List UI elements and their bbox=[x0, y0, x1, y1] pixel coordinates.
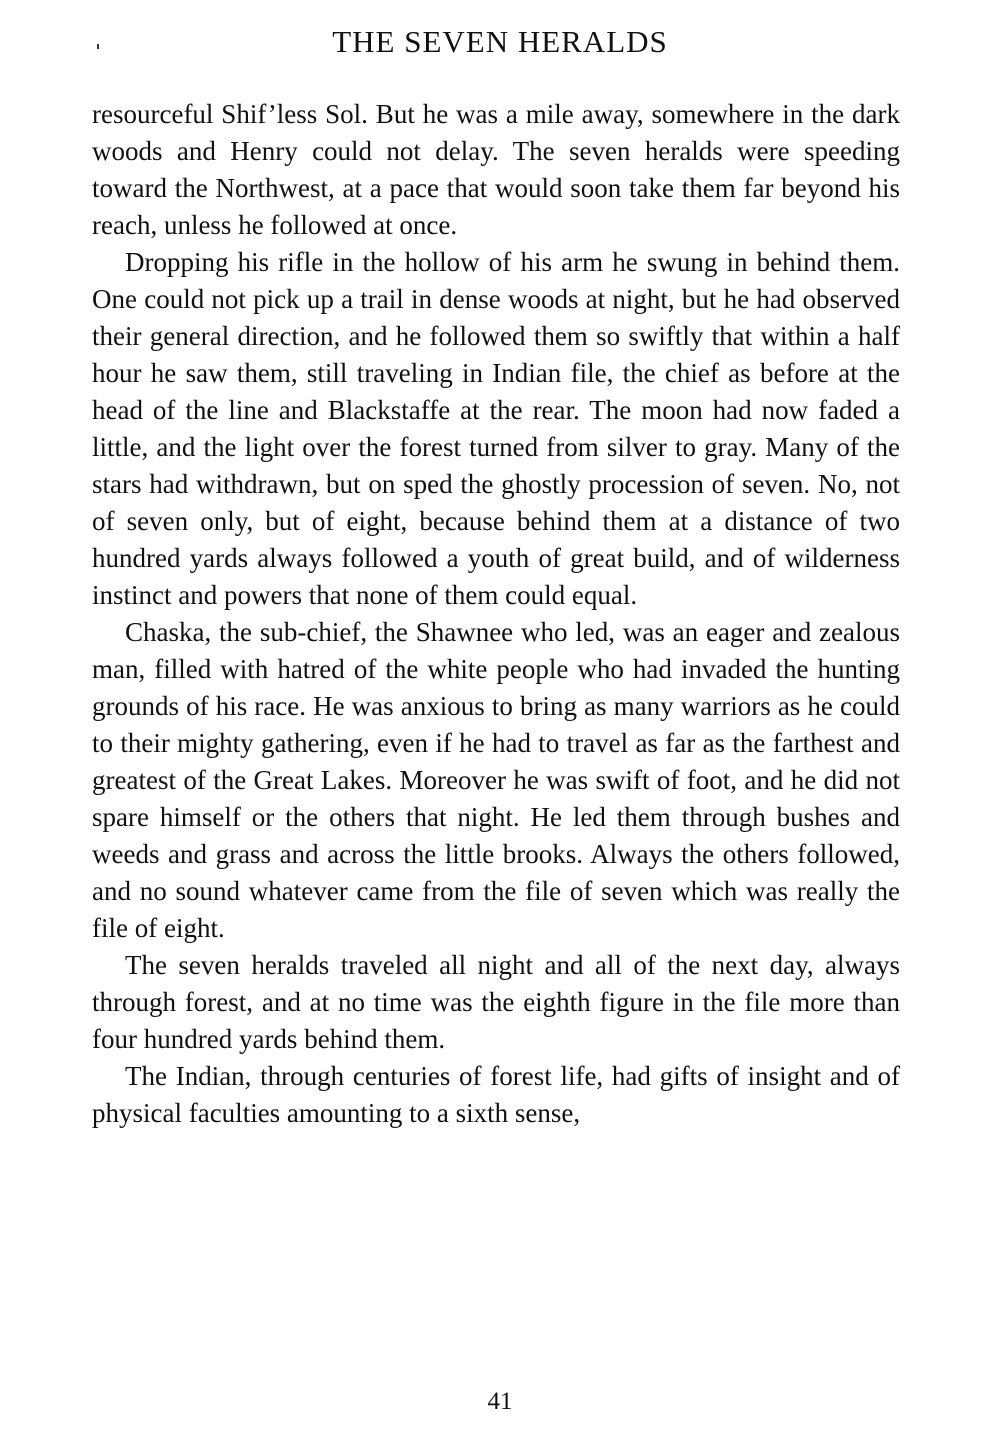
paragraph: Chaska, the sub-chief, the Shawnee who led, was an eager and zealous man, filled with hatred of the white people who had invaded the hunting grounds of his race. He was anxious to bring as many warriors as he could to their mighty gathering, even if he had to travel as far as the farthest and greatest of the Great Lakes. Moreover he was swift of foot, and he did not spare himself or the others that night. He led them through bushes and weeds and grass and across the little brooks. Always the others followed, and no sound whatever came from the file of seven which was really the file of eight. bbox=[92, 617, 900, 943]
running-head: THE SEVEN HERALDS bbox=[332, 24, 668, 59]
body-text bbox=[92, 96, 900, 1132]
paragraph: The seven heralds traveled all night and all of the next day, always through forest, and at no time was the eighth figure in the file more than four hundred yards behind them. bbox=[92, 950, 900, 1054]
paragraph: resourceful Shif’less Sol. But he was a mile away, somewhere in the dark woods and Henry could not delay. The seven heralds were speeding toward the Northwest, at a pace that would soon take them far beyond his reach, unless he followed at once. bbox=[92, 99, 900, 240]
page-number: 41 bbox=[487, 1388, 513, 1415]
paragraph: Dropping his rifle in the hollow of his arm he swung in behind them. One could not pick up a trail in dense woods at night, but he had observed their general direction, and he followed them so swiftly that within a half hour he saw them, still traveling in Indian file, the chief as before at the head of the line and Blackstaffe at the rear. The moon had now faded a little, and the light over the forest turned from silver to gray. Many of the stars had withdrawn, but on sped the ghostly procession of seven. No, not of seven only, but of eight, because behind them at a distance of two hundred yards always followed a youth of great build, and of wilderness instinct and powers that none of them could equal. bbox=[92, 247, 900, 610]
paragraph: The Indian, through centuries of forest life, had gifts of insight and of physical faculties amounting to a sixth sense, bbox=[92, 1061, 900, 1128]
